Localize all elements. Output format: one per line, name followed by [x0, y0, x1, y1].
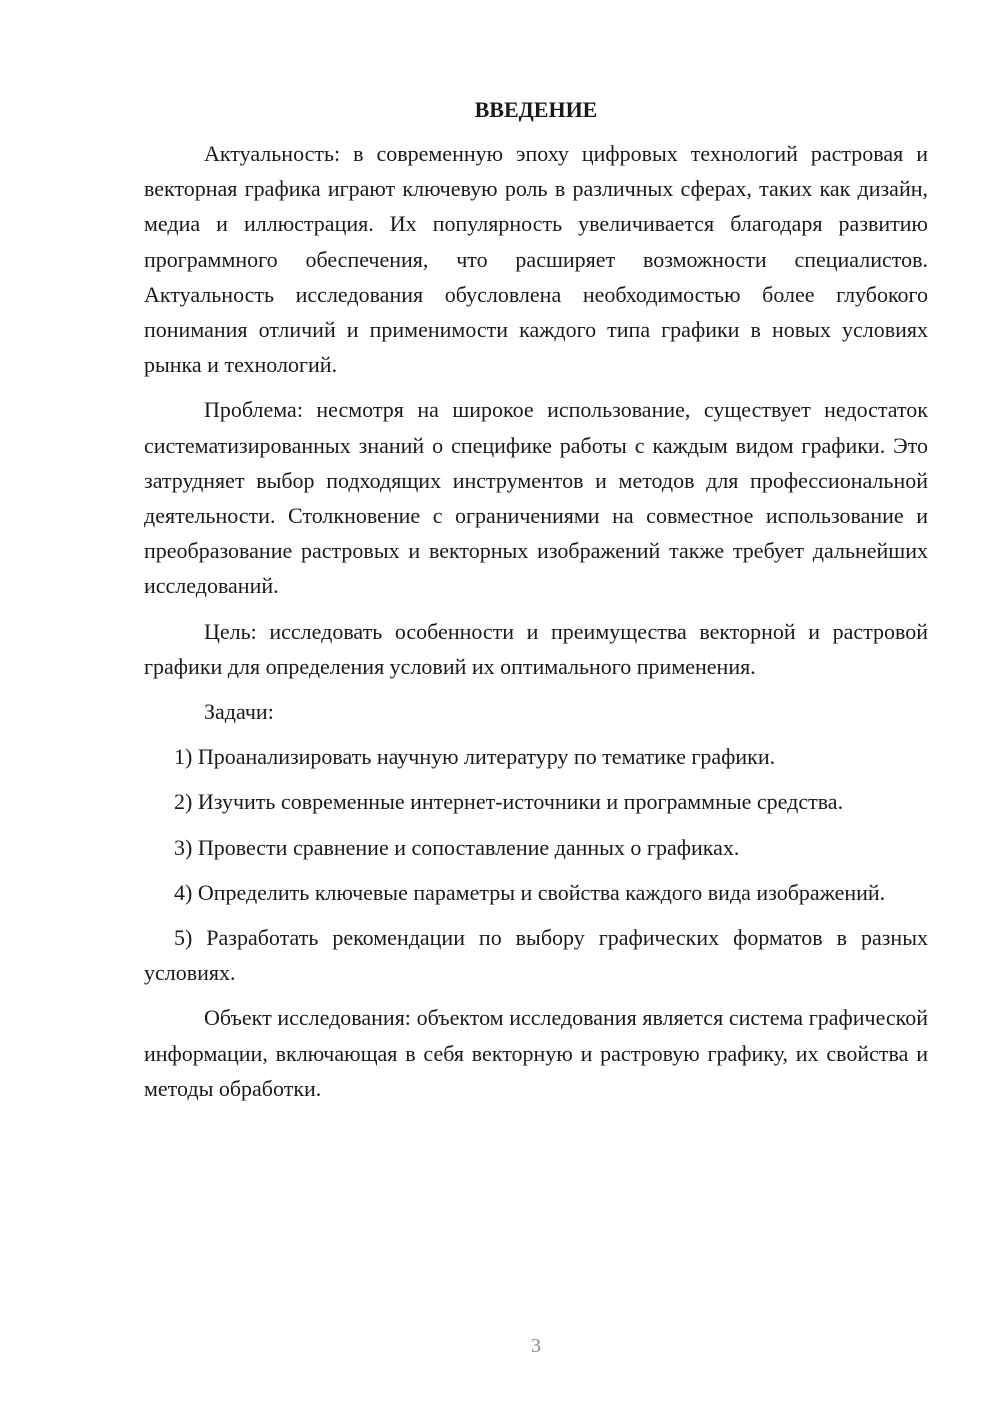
- page-number-container: [0, 1335, 1000, 1358]
- paragraph-relevance: Актуальность: в современную эпоху цифровых технологий растровая и векторная графика играют ключевую роль в различных сферах, таких как дизайн, медиа и иллюстрация. Их популярность увеличивается благодаря развитию программного обеспечения, что расширяет возможности специалистов. Актуальность исследования обусловлена необходимостью более глубокого понимания отличий и применимости каждого типа графики в новых условиях рынка и технологий.: [144, 141, 928, 378]
- paragraph-object: Объект исследования: объектом исследования является система графической информации, включающая в себя векторную и растровую графику, их свойства и методы обработки.: [144, 1005, 928, 1101]
- task-item-4: 4) Определить ключевые параметры и свойства каждого вида изображений.: [174, 879, 886, 905]
- paragraph-problem: Проблема: несмотря на широкое использование, существует недостаток систематизированных знаний о специфике работы с каждым видом графики. Это затрудняет выбор подходящих инструментов и методов для профессиональной деятельности. Столкновение с ограничениями на совместное использование и преобразование растровых и векторных изображений также требует дальнейших исследований.: [144, 397, 928, 599]
- task-item-3: 3) Провести сравнение и сопоставление данных о графиках.: [174, 834, 740, 860]
- task-item-1: 1) Проанализировать научную литературу по тематике графики.: [174, 744, 776, 770]
- page-number: 3: [531, 1335, 541, 1357]
- paragraph-goal: Цель: исследовать особенности и преимущества векторной и растровой графики для определения условий их оптимального применения.: [144, 618, 928, 679]
- task-item-2: 2) Изучить современные интернет-источники и программные средства.: [174, 789, 844, 815]
- page-content: [144, 96, 928, 1116]
- tasks-label: Задачи:: [204, 699, 274, 725]
- task-item-5: 5) Разработать рекомендации по выбору графических форматов в разных условиях.: [144, 925, 928, 986]
- section-heading: ВВЕДЕНИЕ: [474, 97, 598, 122]
